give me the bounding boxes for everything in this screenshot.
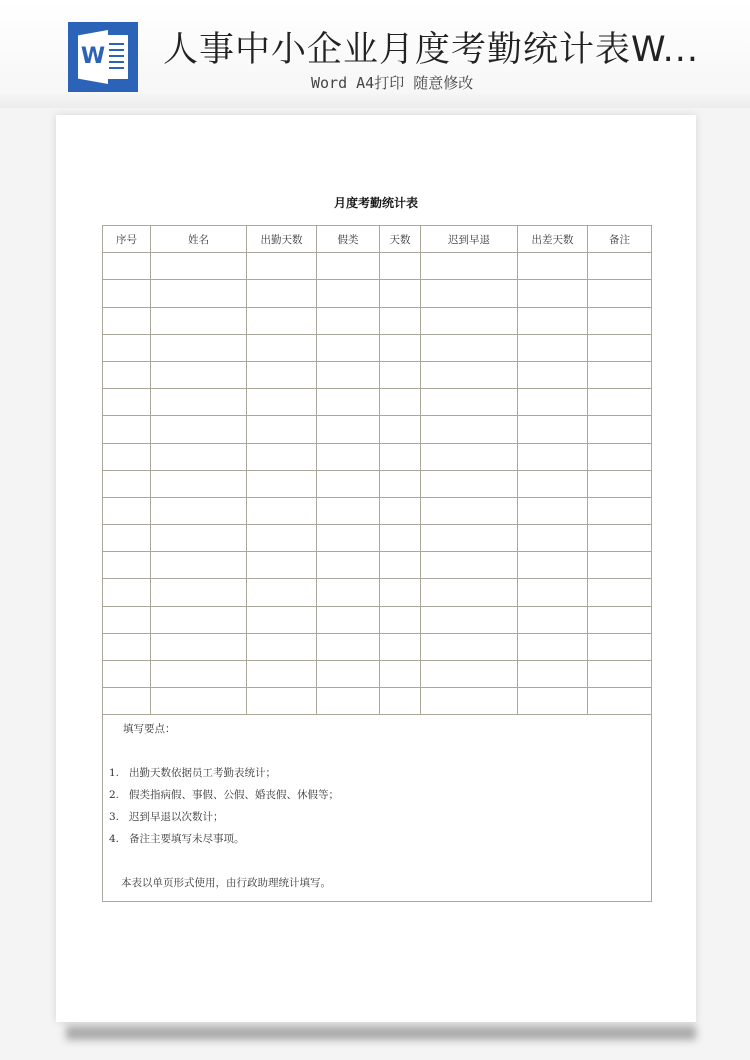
header-attendance-days: 出勤天数 [247, 226, 317, 253]
table-cell[interactable] [588, 688, 652, 715]
table-cell[interactable] [317, 661, 380, 688]
table-row [103, 552, 652, 579]
table-cell[interactable] [421, 661, 518, 688]
table-cell[interactable] [151, 443, 247, 470]
table-cell[interactable] [317, 688, 380, 715]
table-cell[interactable] [103, 253, 151, 280]
table-cell[interactable] [317, 307, 380, 334]
table-cell[interactable] [103, 661, 151, 688]
table-cell[interactable] [151, 361, 247, 388]
table-cell[interactable] [421, 389, 518, 416]
table-row [103, 307, 652, 334]
table-cell[interactable] [247, 633, 317, 660]
note-item: 2. 假类指病假、事假、公假、婚丧假、休假等； [109, 789, 339, 802]
table-cell[interactable] [317, 497, 380, 524]
table-cell[interactable] [103, 688, 151, 715]
header-late-early: 迟到早退 [421, 226, 518, 253]
table-cell[interactable] [380, 307, 421, 334]
table-cell[interactable] [421, 443, 518, 470]
header-name: 姓名 [151, 226, 247, 253]
table-cell[interactable] [103, 525, 151, 552]
table-cell[interactable] [317, 606, 380, 633]
table-cell[interactable] [247, 661, 317, 688]
table-cell[interactable] [421, 280, 518, 307]
table-cell[interactable] [421, 579, 518, 606]
table-cell[interactable] [421, 552, 518, 579]
table-cell[interactable] [151, 497, 247, 524]
table-row [103, 280, 652, 307]
table-cell[interactable] [103, 633, 151, 660]
table-cell[interactable] [103, 552, 151, 579]
table-cell[interactable] [103, 416, 151, 443]
table-cell[interactable] [380, 280, 421, 307]
header-index: 序号 [103, 226, 151, 253]
table-row [103, 497, 652, 524]
header-leave-type: 假类 [317, 226, 380, 253]
table-cell[interactable] [421, 497, 518, 524]
table-cell[interactable] [247, 525, 317, 552]
paper-shadow [66, 1026, 696, 1040]
table-cell[interactable] [317, 633, 380, 660]
table-cell[interactable] [588, 606, 652, 633]
table-cell[interactable] [103, 443, 151, 470]
table-cell[interactable] [151, 280, 247, 307]
table-cell[interactable] [151, 579, 247, 606]
table-cell[interactable] [518, 688, 588, 715]
table-cell[interactable] [380, 525, 421, 552]
table-cell[interactable] [151, 253, 247, 280]
table-cell[interactable] [588, 661, 652, 688]
table-cell[interactable] [247, 606, 317, 633]
table-cell[interactable] [588, 253, 652, 280]
table-cell[interactable] [151, 307, 247, 334]
table-cell[interactable] [247, 470, 317, 497]
fill-instructions [103, 715, 651, 894]
table-cell[interactable] [151, 470, 247, 497]
table-cell[interactable] [317, 334, 380, 361]
table-cell[interactable] [380, 389, 421, 416]
table-cell[interactable] [380, 661, 421, 688]
banner-title: 人事中小企业月度考勤统计表W... [163, 30, 699, 70]
table-cell[interactable] [151, 606, 247, 633]
table-cell[interactable] [247, 443, 317, 470]
notes-row [103, 715, 652, 902]
header-remarks: 备注 [588, 226, 652, 253]
table-cell[interactable] [518, 361, 588, 388]
table-cell[interactable] [380, 334, 421, 361]
table-cell[interactable] [588, 552, 652, 579]
table-cell[interactable] [588, 443, 652, 470]
attendance-table [102, 225, 652, 902]
table-cell[interactable] [151, 552, 247, 579]
table-cell[interactable] [588, 470, 652, 497]
header-business-trip-days: 出差天数 [518, 226, 588, 253]
table-cell[interactable] [588, 334, 652, 361]
table-cell[interactable] [317, 361, 380, 388]
table-cell[interactable] [317, 443, 380, 470]
table-cell[interactable] [380, 361, 421, 388]
word-document-icon [68, 22, 138, 92]
table-cell[interactable] [317, 280, 380, 307]
table-cell[interactable] [518, 253, 588, 280]
table-cell[interactable] [151, 633, 247, 660]
table-cell[interactable] [518, 334, 588, 361]
table-row [103, 389, 652, 416]
table-cell[interactable] [588, 307, 652, 334]
table-row [103, 579, 652, 606]
table-cell[interactable] [103, 579, 151, 606]
table-cell[interactable] [421, 416, 518, 443]
table-cell[interactable] [380, 579, 421, 606]
table-cell[interactable] [518, 579, 588, 606]
table-cell[interactable] [103, 280, 151, 307]
table-row [103, 525, 652, 552]
table-cell[interactable] [247, 497, 317, 524]
banner-subtitle: Word A4打印 随意修改 [311, 74, 474, 92]
table-cell[interactable] [317, 552, 380, 579]
table-cell[interactable] [151, 416, 247, 443]
table-cell[interactable] [103, 606, 151, 633]
table-cell[interactable] [380, 470, 421, 497]
table-cell[interactable] [380, 416, 421, 443]
table-cell[interactable] [380, 606, 421, 633]
table-cell[interactable] [588, 633, 652, 660]
table-cell[interactable] [421, 470, 518, 497]
table-cell[interactable] [317, 579, 380, 606]
table-cell[interactable] [103, 334, 151, 361]
table-cell[interactable] [103, 361, 151, 388]
table-cell[interactable] [317, 253, 380, 280]
table-row [103, 661, 652, 688]
table-cell[interactable] [247, 688, 317, 715]
table-cell[interactable] [247, 307, 317, 334]
table-cell[interactable] [518, 470, 588, 497]
table-cell[interactable] [317, 470, 380, 497]
table-cell[interactable] [247, 579, 317, 606]
table-cell[interactable] [103, 389, 151, 416]
table-cell[interactable] [588, 389, 652, 416]
table-row [103, 688, 652, 715]
notes-heading: 填写要点： [123, 723, 176, 736]
notes-cell [103, 715, 652, 902]
table-cell[interactable] [317, 416, 380, 443]
table-cell[interactable] [247, 552, 317, 579]
table-cell[interactable] [151, 688, 247, 715]
table-cell[interactable] [518, 389, 588, 416]
table-cell[interactable] [151, 661, 247, 688]
table-cell[interactable] [421, 688, 518, 715]
table-cell[interactable] [588, 416, 652, 443]
table-cell[interactable] [151, 389, 247, 416]
table-cell[interactable] [421, 307, 518, 334]
word-letter: W [80, 44, 106, 69]
table-cell[interactable] [518, 525, 588, 552]
table-cell[interactable] [103, 470, 151, 497]
table-row [103, 443, 652, 470]
table-cell[interactable] [380, 497, 421, 524]
table-cell[interactable] [588, 579, 652, 606]
table-cell[interactable] [588, 361, 652, 388]
table-cell[interactable] [421, 253, 518, 280]
table-cell[interactable] [588, 280, 652, 307]
table-cell[interactable] [421, 633, 518, 660]
table-cell[interactable] [380, 688, 421, 715]
notes-footer: 本表以单页形式使用，由行政助理统计填写。 [121, 877, 331, 890]
table-cell[interactable] [518, 552, 588, 579]
table-cell[interactable] [247, 280, 317, 307]
header-leave-days: 天数 [380, 226, 421, 253]
table-row [103, 606, 652, 633]
table-cell[interactable] [317, 389, 380, 416]
table-cell[interactable] [518, 280, 588, 307]
table-cell[interactable] [518, 661, 588, 688]
table-cell[interactable] [588, 497, 652, 524]
table-cell[interactable] [151, 334, 247, 361]
document-page [56, 115, 696, 1022]
note-item: 4. 备注主要填写未尽事项。 [109, 833, 245, 846]
table-cell[interactable] [103, 497, 151, 524]
table-cell[interactable] [380, 253, 421, 280]
table-cell[interactable] [588, 525, 652, 552]
table-cell[interactable] [518, 443, 588, 470]
table-cell[interactable] [380, 443, 421, 470]
table-cell[interactable] [247, 253, 317, 280]
table-cell[interactable] [247, 416, 317, 443]
table-cell[interactable] [518, 497, 588, 524]
table-cell[interactable] [103, 307, 151, 334]
table-cell[interactable] [518, 416, 588, 443]
table-row [103, 253, 652, 280]
table-cell[interactable] [247, 334, 317, 361]
table-row [103, 416, 652, 443]
table-cell[interactable] [421, 525, 518, 552]
table-cell[interactable] [518, 606, 588, 633]
table-cell[interactable] [151, 525, 247, 552]
document-title: 月度考勤统计表 [333, 196, 418, 210]
table-row [103, 470, 652, 497]
table-cell[interactable] [380, 633, 421, 660]
table-cell[interactable] [421, 361, 518, 388]
table-cell[interactable] [518, 633, 588, 660]
note-item: 3. 迟到早退以次数计； [109, 811, 224, 824]
preview-banner [0, 0, 750, 108]
table-cell[interactable] [421, 334, 518, 361]
table-cell[interactable] [380, 552, 421, 579]
table-header-row [103, 226, 652, 253]
table-cell[interactable] [247, 389, 317, 416]
note-item: 1. 出勤天数依据员工考勤表统计； [109, 767, 276, 780]
table-cell[interactable] [317, 525, 380, 552]
table-cell[interactable] [518, 307, 588, 334]
table-row [103, 633, 652, 660]
table-row [103, 361, 652, 388]
table-cell[interactable] [247, 361, 317, 388]
table-cell[interactable] [421, 606, 518, 633]
table-row [103, 334, 652, 361]
